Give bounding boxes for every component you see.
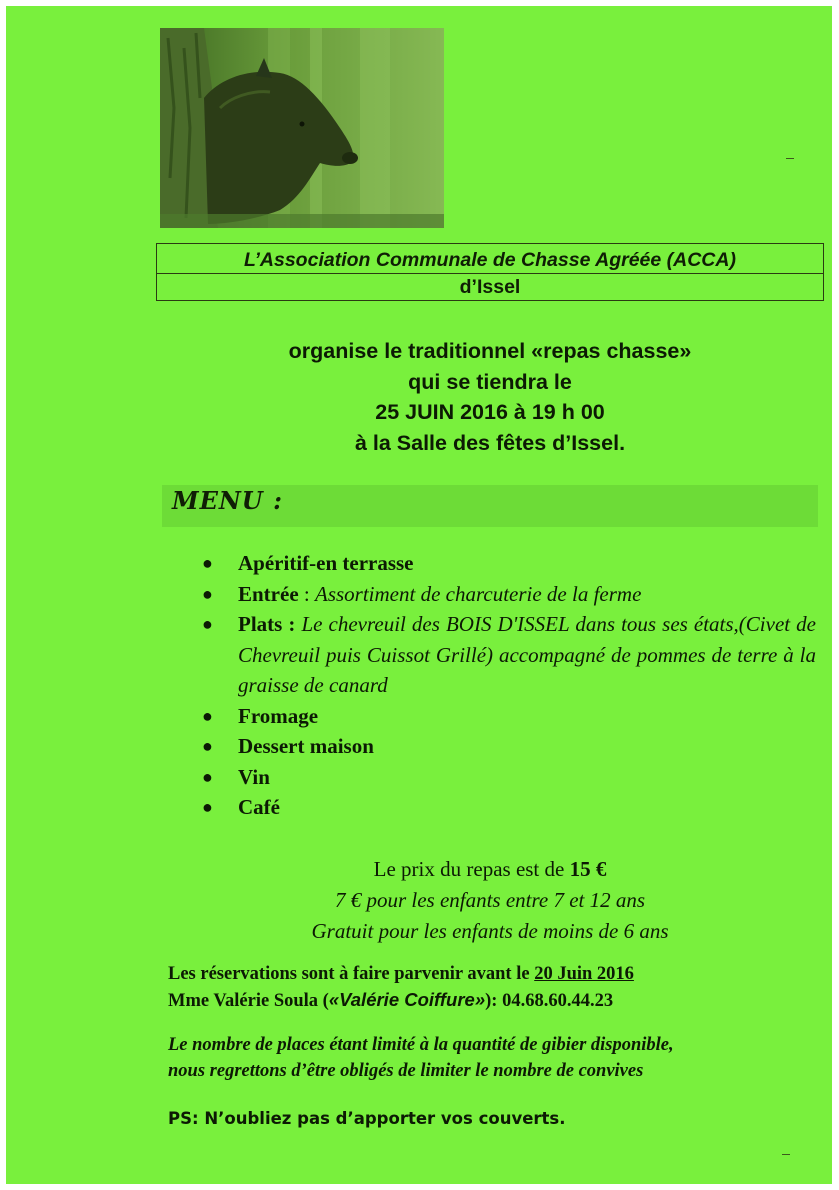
limit-notice-line: nous regrettons d’être obligés de limiter le nombre de convives bbox=[168, 1061, 644, 1081]
menu-item-name: Dessert maison bbox=[238, 734, 374, 758]
contact-shop: «Valérie Coiffure» bbox=[328, 989, 486, 1010]
menu-item-description: Assortiment de charcuterie de la ferme bbox=[315, 581, 642, 606]
scan-mark bbox=[782, 1154, 790, 1155]
limit-notice-line: Le nombre de places étant limité à la quantité de gibier disponible, bbox=[168, 1035, 674, 1055]
free-price: Gratuit pour les enfants de moins de 6 ans bbox=[311, 919, 669, 943]
reservation-contact bbox=[168, 987, 828, 1014]
bullet-icon: ● bbox=[202, 553, 213, 573]
bullet-icon: ● bbox=[202, 705, 213, 726]
menu-item-separator: : bbox=[298, 581, 315, 606]
price-section bbox=[156, 854, 824, 947]
menu-item bbox=[196, 792, 816, 823]
limit-notice bbox=[168, 1032, 828, 1084]
menu-item-name: Apéritif-en terrasse bbox=[238, 551, 414, 575]
event-date: 25 JUIN 2016 à 19 h 00 bbox=[375, 400, 605, 424]
bullet-icon: ● bbox=[202, 583, 213, 604]
menu-title: MENU : bbox=[172, 486, 283, 515]
menu-item bbox=[196, 701, 816, 732]
wild-boar-in-forest-image bbox=[160, 28, 444, 228]
bullet-icon: ● bbox=[202, 736, 213, 756]
reservation-section bbox=[168, 962, 828, 1014]
reservation-text: Les réservations sont à faire parvenir avant le bbox=[168, 964, 535, 984]
menu-item-name: Plats : bbox=[238, 612, 296, 636]
wild-boar-photo bbox=[160, 28, 444, 228]
menu-item-description: Le chevreuil des BOIS D'ISSEL dans tous ses états,(Civet de Chevreuil puis Cuissot Grillé) accompagné de pommes de terre à la graisse de canard bbox=[238, 612, 816, 697]
adult-price-amount: 15 € bbox=[569, 857, 607, 881]
event-venue: à la Salle des fêtes d’Issel. bbox=[354, 430, 626, 455]
menu-item bbox=[196, 579, 816, 610]
bullet-icon: ● bbox=[202, 797, 213, 817]
scan-mark bbox=[786, 158, 794, 159]
flyer-page bbox=[6, 6, 832, 1184]
adult-price-label: Le prix du repas est de bbox=[373, 857, 570, 881]
child-price: 7 € pour les enfants entre 7 et 12 ans bbox=[334, 888, 646, 912]
organisation-name: L’Association Communale de Chasse Agréée (ACCA) bbox=[244, 249, 736, 271]
menu-item bbox=[196, 548, 816, 579]
announcement-line: qui se tiendra le bbox=[408, 369, 572, 394]
menu-item-name: Fromage bbox=[238, 703, 319, 728]
reservation-deadline bbox=[168, 962, 828, 987]
bullet-icon: ● bbox=[202, 614, 213, 634]
menu-item bbox=[196, 762, 816, 793]
adult-price bbox=[156, 854, 824, 885]
menu-item bbox=[196, 609, 816, 701]
organisation-box bbox=[156, 243, 824, 301]
menu-list bbox=[196, 548, 816, 823]
event-announcement bbox=[156, 336, 824, 458]
bullet-icon: ● bbox=[202, 766, 213, 787]
postscript: PS: N’oubliez pas d’apporter vos couverts. bbox=[168, 1109, 566, 1128]
menu-item-name: Entrée bbox=[238, 581, 299, 606]
menu-item-name: Vin bbox=[238, 764, 270, 789]
organisation-town: d’Issel bbox=[459, 276, 521, 298]
contact-phone: ): 04.68.60.44.23 bbox=[485, 991, 614, 1011]
menu-item bbox=[196, 731, 816, 762]
announcement-line: organise le traditionnel «repas chasse» bbox=[288, 339, 692, 363]
reservation-date: 20 Juin 2016 bbox=[534, 964, 634, 984]
contact-name: Mme Valérie Soula ( bbox=[168, 991, 329, 1011]
menu-item-name: Café bbox=[238, 795, 280, 819]
